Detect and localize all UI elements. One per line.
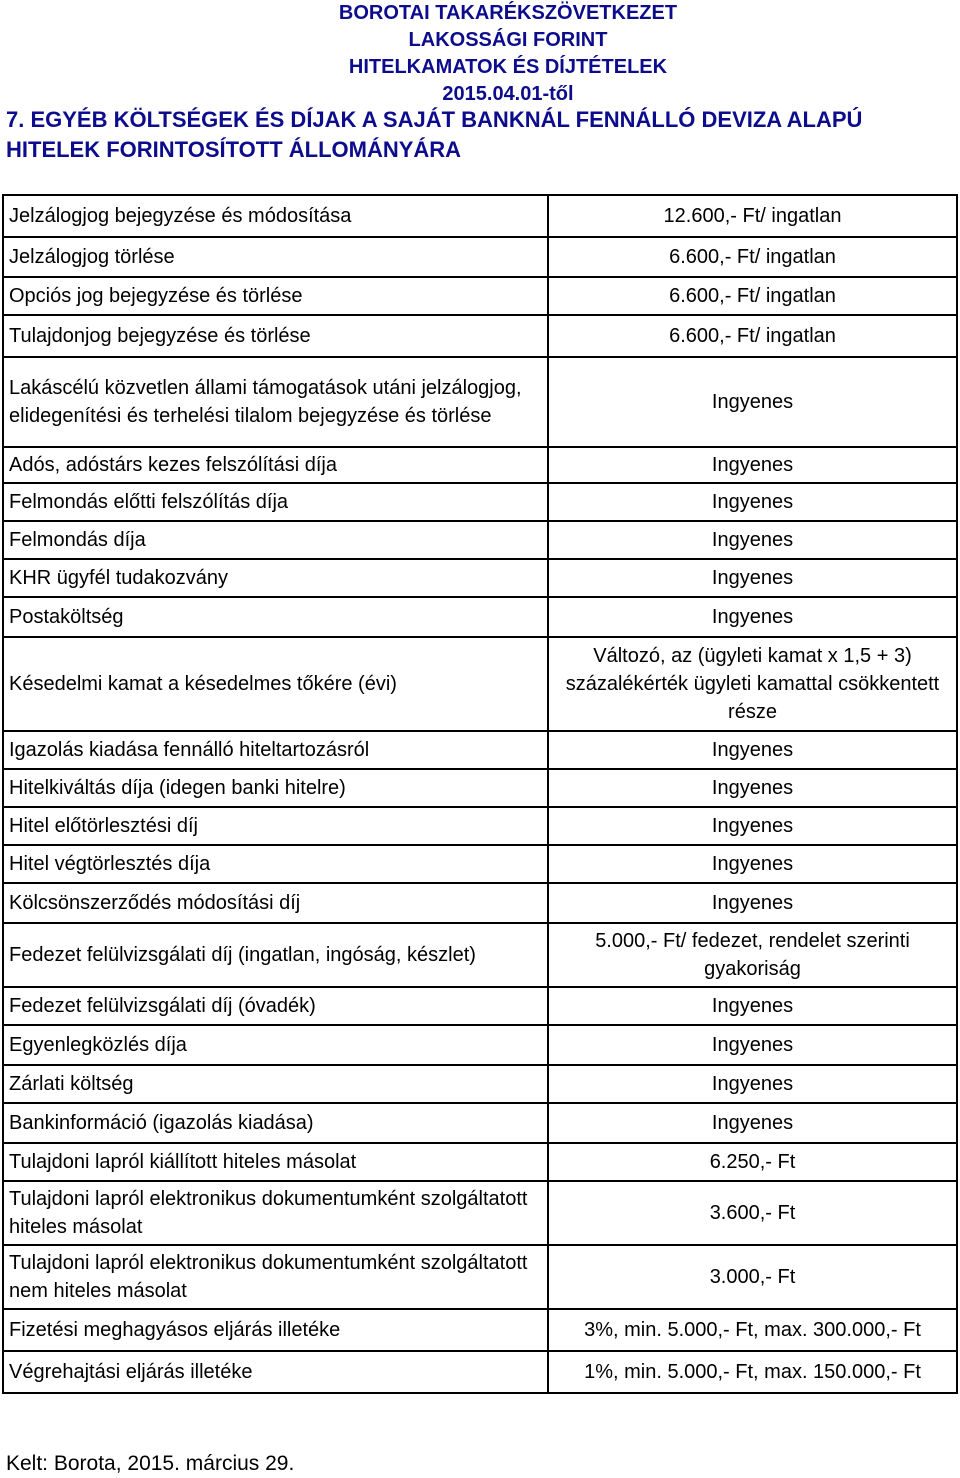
fee-value: Ingyenes bbox=[548, 987, 957, 1025]
fee-value: 3.600,- Ft bbox=[548, 1181, 957, 1245]
fee-label: Adós, adóstárs kezes felszólítási díja bbox=[3, 447, 548, 483]
table-row bbox=[3, 731, 957, 769]
fee-table bbox=[2, 194, 958, 1394]
fee-value: Ingyenes bbox=[548, 731, 957, 769]
fee-label: Fedezet felülvizsgálati díj (óvadék) bbox=[3, 987, 548, 1025]
fee-value: 5.000,- Ft/ fedezet, rendelet szerinti gyakoriság bbox=[548, 923, 957, 987]
table-row bbox=[3, 637, 957, 731]
fee-value: 12.600,- Ft/ ingatlan bbox=[548, 195, 957, 237]
fee-label: Fizetési meghagyásos eljárás illetéke bbox=[3, 1309, 548, 1351]
table-row bbox=[3, 483, 957, 521]
fee-value: Ingyenes bbox=[548, 769, 957, 807]
document-footer: Kelt: Borota, 2015. március 29. bbox=[6, 1452, 295, 1475]
fee-value: 6.600,- Ft/ ingatlan bbox=[548, 315, 957, 357]
fee-label: Zárlati költség bbox=[3, 1065, 548, 1103]
fee-value: 6.250,- Ft bbox=[548, 1143, 957, 1181]
fee-label: Lakáscélú közvetlen állami támogatások utáni jelzálogjog, elidegenítési és terhelési tilalom bejegyzése és törlése bbox=[3, 357, 548, 447]
fee-value: Ingyenes bbox=[548, 447, 957, 483]
table-row bbox=[3, 1351, 957, 1393]
fee-value: 3%, min. 5.000,- Ft, max. 300.000,- Ft bbox=[548, 1309, 957, 1351]
fee-label: Tulajdonjog bejegyzése és törlése bbox=[3, 315, 548, 357]
table-row bbox=[3, 521, 957, 559]
table-row bbox=[3, 807, 957, 845]
fee-value: 1%, min. 5.000,- Ft, max. 150.000,- Ft bbox=[548, 1351, 957, 1393]
fee-value: Ingyenes bbox=[548, 559, 957, 597]
effective-date: 2015.04.01-től bbox=[442, 83, 574, 105]
table-row bbox=[3, 1181, 957, 1245]
table-row bbox=[3, 1309, 957, 1351]
fee-label: Végrehajtási eljárás illetéke bbox=[3, 1351, 548, 1393]
fee-label: Kölcsönszerződés módosítási díj bbox=[3, 883, 548, 923]
fee-value: Változó, az (ügyleti kamat x 1,5 + 3) százalékérték ügyleti kamattal csökkentett része bbox=[548, 637, 957, 731]
fee-label: Jelzálogjog törlése bbox=[3, 237, 548, 277]
document-title: HITELKAMATOK ÉS DÍJTÉTELEK bbox=[348, 56, 668, 78]
fee-value: 6.600,- Ft/ ingatlan bbox=[548, 237, 957, 277]
document-header bbox=[0, 0, 960, 108]
table-row bbox=[3, 1025, 957, 1065]
table-row bbox=[3, 1245, 957, 1309]
table-row bbox=[3, 987, 957, 1025]
fee-label: KHR ügyfél tudakozvány bbox=[3, 559, 548, 597]
fee-label: Hitelkiváltás díja (idegen banki hitelre) bbox=[3, 769, 548, 807]
fee-value: Ingyenes bbox=[548, 1025, 957, 1065]
fee-value: Ingyenes bbox=[548, 1065, 957, 1103]
fee-value: Ingyenes bbox=[548, 1103, 957, 1143]
table-row bbox=[3, 1065, 957, 1103]
table-row bbox=[3, 923, 957, 987]
fee-label: Egyenlegközlés díja bbox=[3, 1025, 548, 1065]
fee-label: Tulajdoni lapról elektronikus dokumentumként szolgáltatott hiteles másolat bbox=[3, 1181, 548, 1245]
fee-value: Ingyenes bbox=[548, 807, 957, 845]
table-row bbox=[3, 845, 957, 883]
fee-value: Ingyenes bbox=[548, 483, 957, 521]
fee-label: Tulajdoni lapról kiállított hiteles másolat bbox=[3, 1143, 548, 1181]
fee-value: Ingyenes bbox=[548, 521, 957, 559]
table-row bbox=[3, 315, 957, 357]
table-row bbox=[3, 1103, 957, 1143]
fee-label: Felmondás előtti felszólítás díja bbox=[3, 483, 548, 521]
fee-label: Hitel végtörlesztés díja bbox=[3, 845, 548, 883]
fee-label: Hitel előtörlesztési díj bbox=[3, 807, 548, 845]
fee-label: Bankinformáció (igazolás kiadása) bbox=[3, 1103, 548, 1143]
fee-label: Igazolás kiadása fennálló hiteltartozásról bbox=[3, 731, 548, 769]
table-row bbox=[3, 559, 957, 597]
fee-label: Tulajdoni lapról elektronikus dokumentumként szolgáltatott nem hiteles másolat bbox=[3, 1245, 548, 1309]
fee-label: Jelzálogjog bejegyzése és módosítása bbox=[3, 195, 548, 237]
fee-value: 3.000,- Ft bbox=[548, 1245, 957, 1309]
fee-value: Ingyenes bbox=[548, 883, 957, 923]
fee-label: Fedezet felülvizsgálati díj (ingatlan, ingóság, készlet) bbox=[3, 923, 548, 987]
table-row bbox=[3, 883, 957, 923]
fee-label: Késedelmi kamat a késedelmes tőkére (évi) bbox=[3, 637, 548, 731]
table-row bbox=[3, 195, 957, 237]
product-category: LAKOSSÁGI FORINT bbox=[408, 29, 608, 51]
table-row bbox=[3, 597, 957, 637]
fee-label: Postaköltség bbox=[3, 597, 548, 637]
table-row bbox=[3, 1143, 957, 1181]
section-title: 7. EGYÉB KÖLTSÉGEK ÉS DÍJAK A SAJÁT BANKNÁL FENNÁLLÓ DEVIZA ALAPÚ HITELEK FORINTOSÍTOTT ÁLLOMÁNYÁRA bbox=[6, 107, 863, 162]
fee-value: Ingyenes bbox=[548, 845, 957, 883]
fee-label: Opciós jog bejegyzése és törlése bbox=[3, 277, 548, 315]
fee-value: Ingyenes bbox=[548, 597, 957, 637]
fee-label: Felmondás díja bbox=[3, 521, 548, 559]
table-row bbox=[3, 277, 957, 315]
table-row bbox=[3, 357, 957, 447]
table-row bbox=[3, 769, 957, 807]
institution-name: BOROTAI TAKARÉKSZÖVETKEZET bbox=[338, 2, 678, 24]
table-row bbox=[3, 447, 957, 483]
fee-value: 6.600,- Ft/ ingatlan bbox=[548, 277, 957, 315]
table-row bbox=[3, 237, 957, 277]
fee-value: Ingyenes bbox=[548, 357, 957, 447]
